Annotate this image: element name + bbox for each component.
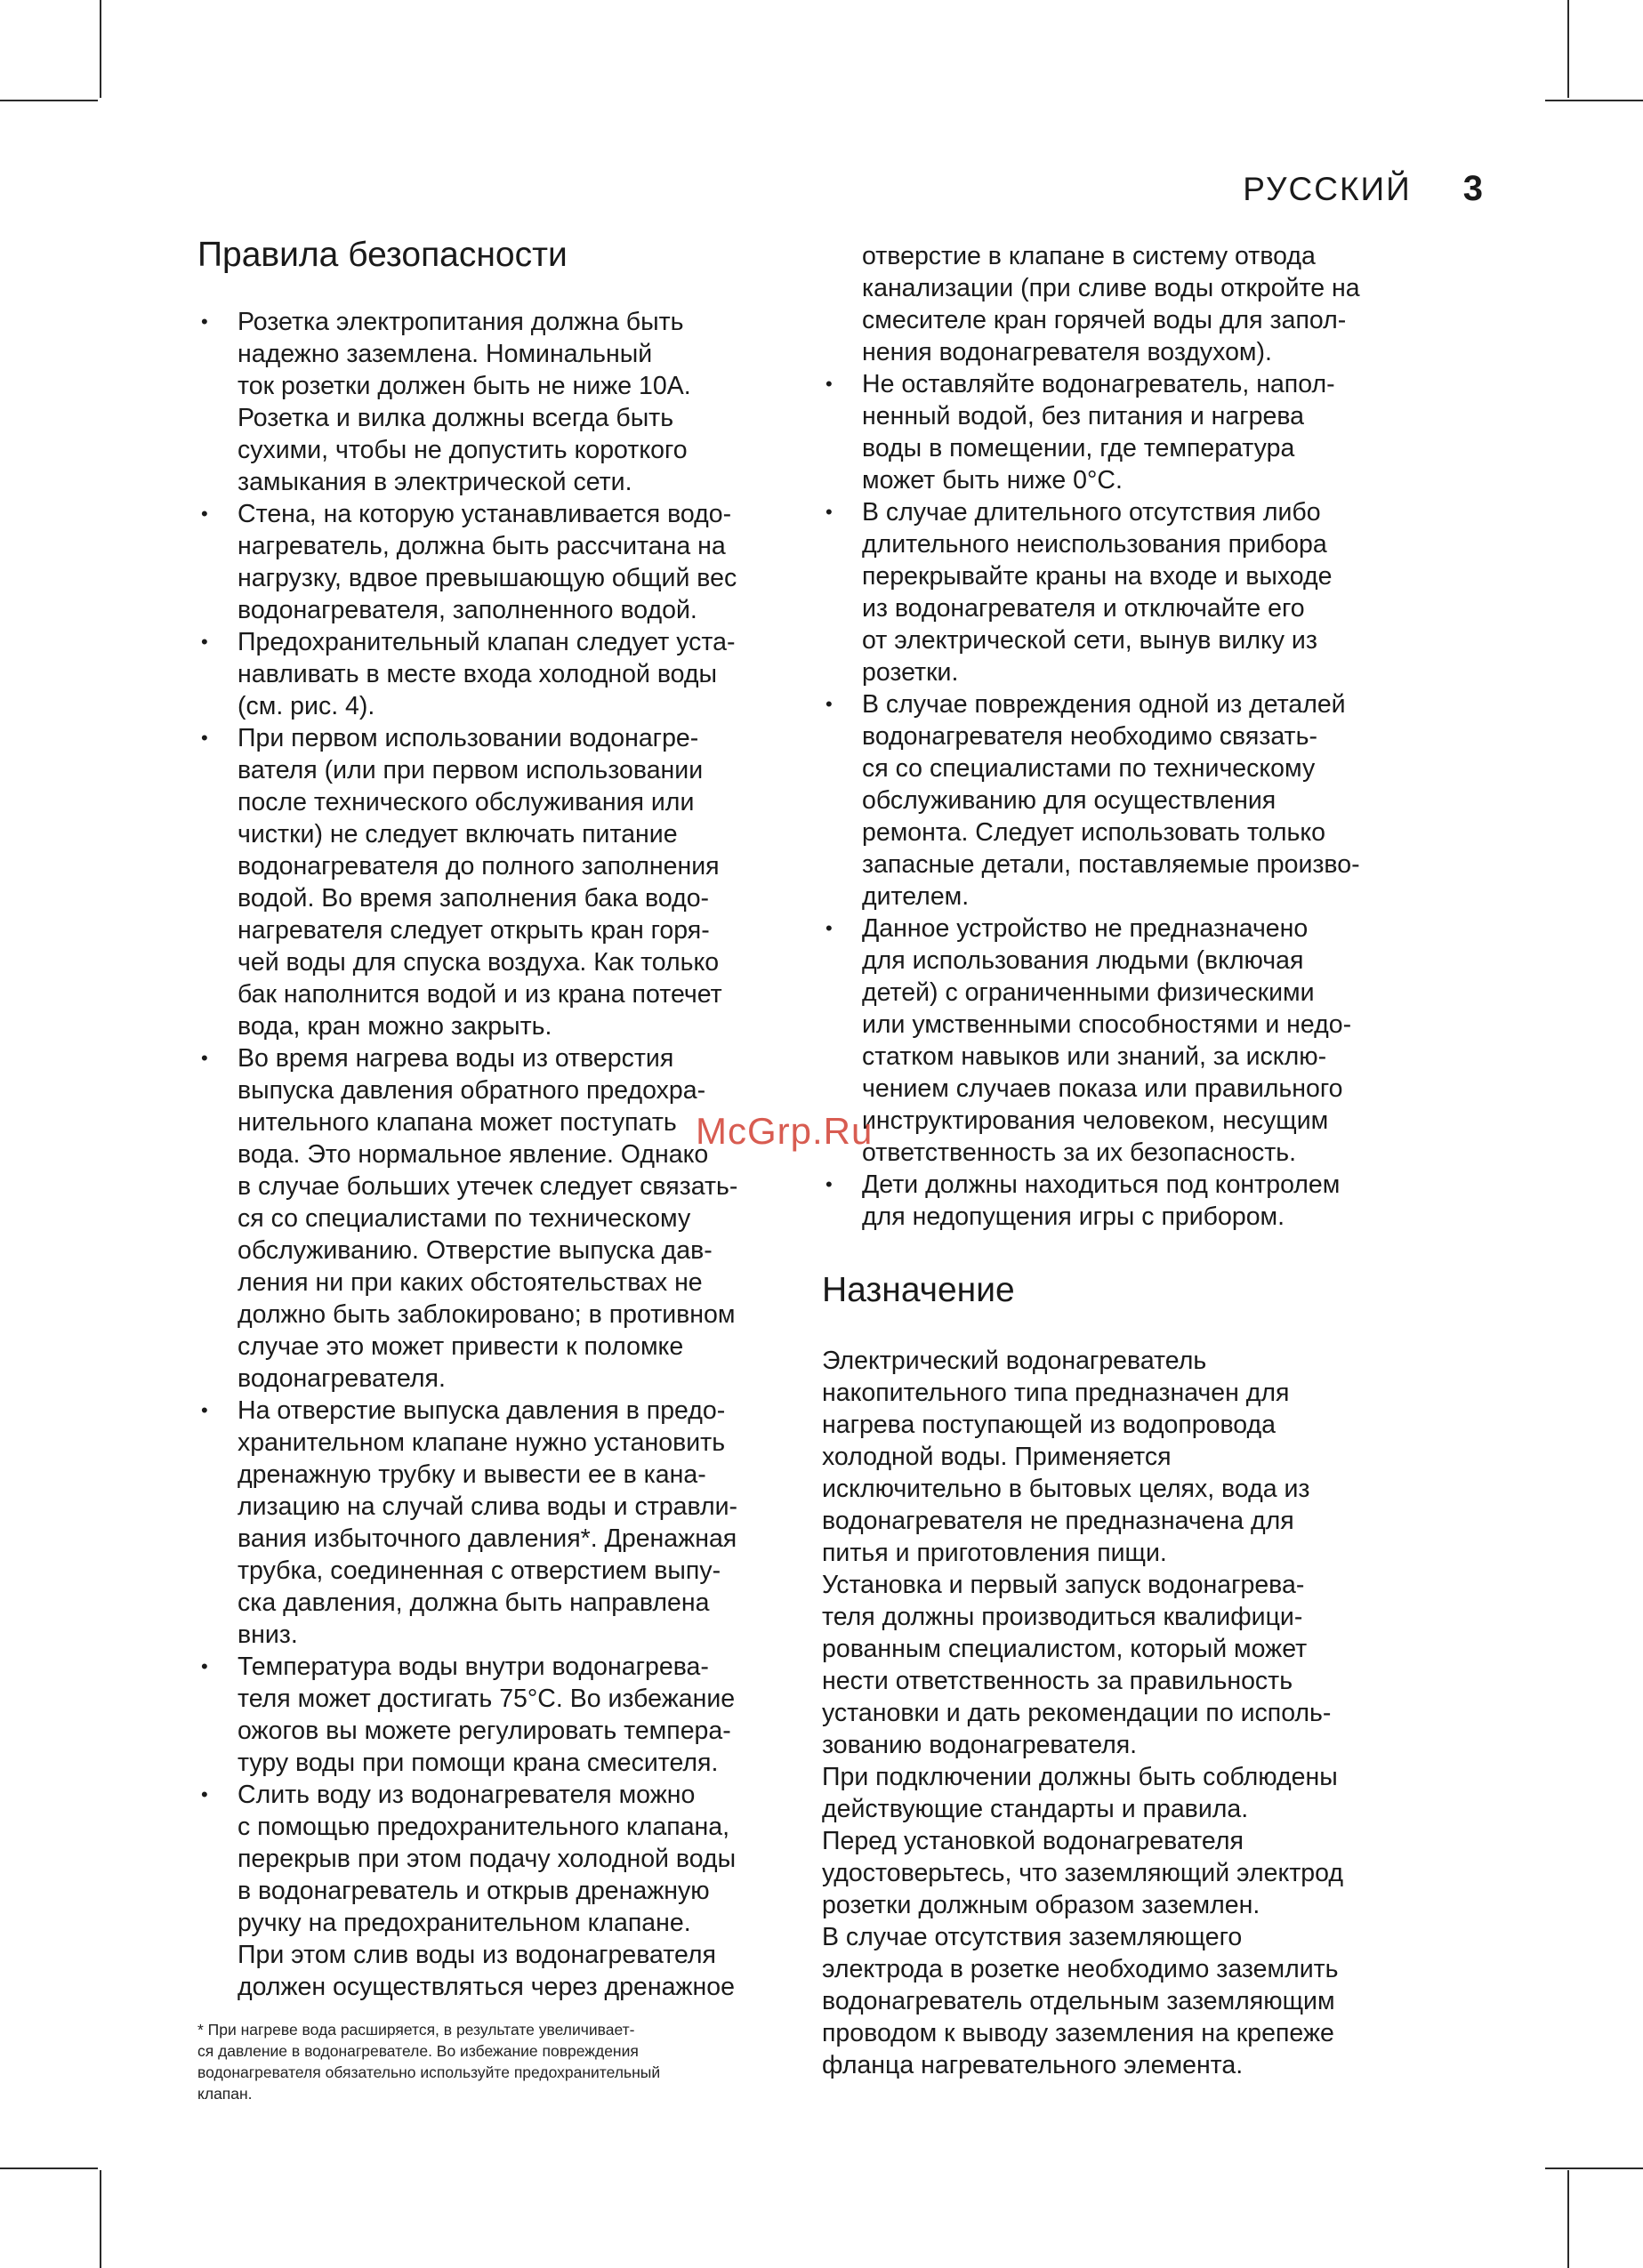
paragraph: Электрический водонагреватель накопительного типа предназначен для нагрева поступающей из водопровода холодной воды. Применяется исключительно в бытовых целях, вода из водонагревателя не предназначена для питья и приготовления пищи. — [822, 1347, 1310, 1567]
crop-mark — [100, 2170, 101, 2268]
safety-title: Правила безопасности — [197, 236, 568, 274]
list-item: • Температура воды внутри водонагрева- теля может достигать 75°С. Во избежание ожогов вы можете регулировать темпера- туру воды при помощи крана смесителя. — [197, 1651, 785, 1779]
list-item: • В случае длительного отсутствия либо длительного неиспользования прибора перекрывайте краны на входе и выходе из водонагревателя и отключайте его от электрической сети, вынув вилку из розетки. — [822, 496, 1427, 688]
crop-mark — [1567, 0, 1569, 98]
safety-list-continued — [822, 368, 1427, 1233]
list-item: • На отверстие выпуска давления в предо- хранительном клапане нужно установить дренажную трубку и вывести ее в кана- лизацию на случай слива воды и стравли- вания избыточного давления*. Дренажная трубка, соединенная с отверстием выпу- ска давления, должна быть направлена вниз. — [197, 1395, 785, 1651]
right-column — [822, 242, 1427, 2081]
paragraph: В случае отсутствия заземляющего электрода в розетке необходимо заземлить водонагреватель отдельным заземляющим проводом к выводу заземления на крепеже фланца нагревательного элемента. — [822, 1923, 1339, 2079]
list-item: • Розетка электропитания должна быть надежно заземлена. Номинальный ток розетки должен быть не ниже 10А. Розетка и вилка должны всегда быть сухими, чтобы не допустить короткого замыкания в электрической сети. — [197, 306, 785, 498]
crop-mark — [1545, 2167, 1643, 2169]
paragraph: Перед установкой водонагревателя удостоверьтесь, что заземляющий электрод розетки должным образом заземлен. — [822, 1827, 1344, 1919]
list-item: • В случае повреждения одной из деталей водонагревателя необходимо связать- ся со специалистами по техническому обслуживанию для осуществления ремонта. Следует использовать только запасные детали, поставляемые произво- дителем. — [822, 688, 1427, 913]
list-item: • При первом использовании водонагре- вателя (или при первом использовании после технического обслуживания или чистки) не следует включать питание водонагревателя до полного заполнения водой. Во время заполнения бака водо- нагревателя следует открыть кран горя- чей воды для спуска воздуха. Как только бак наполнится водой и из крана потечет вода, кран можно закрыть. — [197, 722, 785, 1042]
safety-list — [197, 306, 785, 2003]
watermark: McGrp.Ru — [696, 1110, 874, 1152]
crop-mark — [1545, 100, 1643, 101]
paragraph: При подключении должны быть соблюдены действующие стандарты и правила. — [822, 1763, 1338, 1823]
crop-mark — [0, 2167, 98, 2169]
list-item: • Данное устройство не предназначено для использования людьми (включая детей) с ограниченными физическими или умственными способностями и недо- статком навыков или знаний, за исклю- чением случаев показа или правильного инструктирования человеком, несущим ответственность за их безопасность. — [822, 913, 1427, 1169]
list-item-continuation: отверстие в клапане в систему отвода канализации (при сливе воды откройте на смесителе кран горячей воды для запол- нения водонагревателя воздухом). — [862, 242, 1360, 366]
list-item: • Дети должны находиться под контролем для недопущения игры с прибором. — [822, 1169, 1427, 1233]
purpose-title: Назначение — [822, 1271, 1015, 1309]
list-item: • Предохранительный клапан следует уста- навливать в месте входа холодной воды (см. рис. 4). — [197, 626, 785, 722]
page-header — [1243, 169, 1483, 209]
crop-mark — [1567, 2170, 1569, 2268]
paragraph: Установка и первый запуск водонагрева- теля должны производиться квалифици- рованным специалистом, который может нести ответственность за правильность установки и дать рекомендации по исполь- зованию водонагревателя. — [822, 1571, 1332, 1759]
page-number: 3 — [1462, 169, 1483, 208]
list-item: • Слить воду из водонагревателя можно с помощью предохранительного клапана, перекрыв при этом подачу холодной воды в водонагреватель и открыв дренажную ручку на предохранительном клапане. При этом слив воды из водонагревателя должен осуществляться через дренажное — [197, 1779, 785, 2003]
list-item: • Во время нагрева воды из отверстия выпуска давления обратного предохра- нительного клапана может поступать вода. Это нормальное явление. Однако в случае больших утечек следует связать- ся со специалистами по техническому обслуживанию. Отверстие выпуска дав- ления ни при каких обстоятельствах не должно быть заблокировано; в противном случае это может привести к поломке водонагревателя. — [197, 1042, 785, 1395]
list-item: • Не оставляйте водонагреватель, напол- ненный водой, без питания и нагрева воды в помещении, где температура может быть ниже 0°С. — [822, 368, 1427, 496]
list-item: • Стена, на которую устанавливается водо- нагреватель, должна быть рассчитана на нагрузку, вдвое превышающую общий вес водонагревателя, заполненного водой. — [197, 498, 785, 626]
crop-mark — [100, 0, 101, 98]
crop-mark — [0, 100, 98, 101]
language-label: РУССКИЙ — [1243, 171, 1412, 207]
footnote: * При нагреве вода расширяется, в результате увеличивает- ся давление в водонагревателе. Во избежание повреждения водонагревателя обязательно используйте предохранительный клапан. — [197, 2021, 661, 2103]
